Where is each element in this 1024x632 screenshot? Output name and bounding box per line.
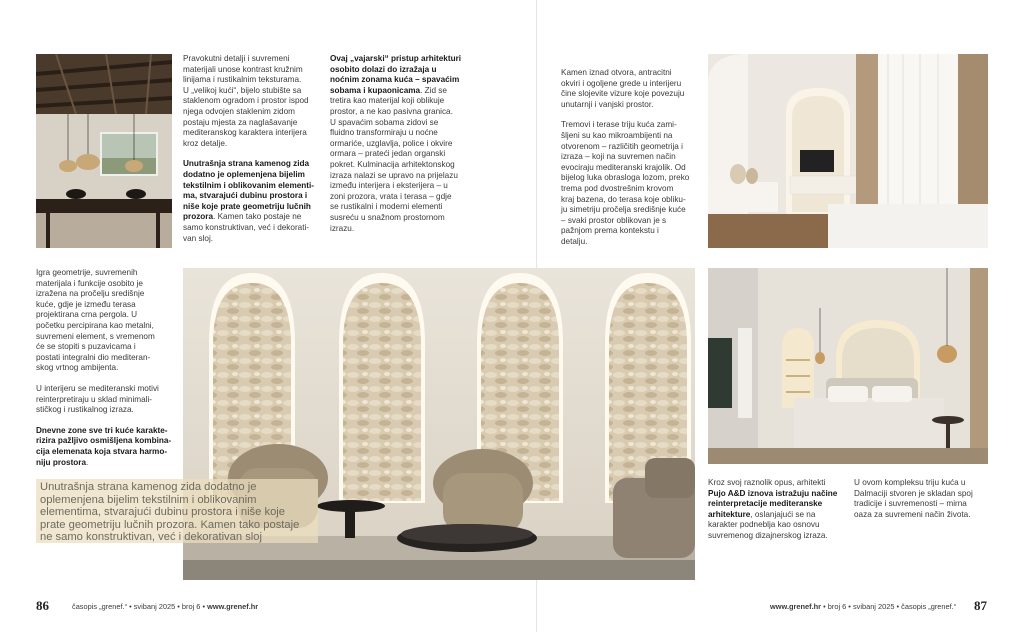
text-line: suvremeni element, s vremenom	[36, 331, 155, 341]
text-line: susreću u snažnom prostornom	[330, 212, 445, 222]
bold-line: noćnim zonama kuća – spavaćim	[330, 75, 460, 85]
text-line: prostor, a ne kao pasivna granica.	[330, 106, 453, 116]
text-line: šljeni su kao mikroambijenti na	[561, 130, 673, 140]
bold-line: Unutrašnja strana kamenog zida	[183, 159, 310, 169]
bold-line: dodatno je oplemenjena bijelim	[183, 169, 305, 179]
text-line: U ovom kompleksu triju kuća u	[854, 478, 966, 487]
text-line: izraza nalazi se upravo na prijelazu	[330, 170, 458, 180]
text-line: samo konstruktivan, već i dekorati-	[183, 222, 310, 232]
text-line: izraza – koji na suvremen način	[561, 152, 676, 162]
text-line: stičkog i rustikalnog izraza.	[36, 405, 134, 415]
page-number-left: 86	[36, 598, 49, 613]
text-line: Dalmaciji stvoren je skladan spoj	[854, 488, 973, 498]
text-line: projektirana crna pergola. U	[36, 310, 138, 320]
text-line: reinterpretiraju u sklad minimali-	[36, 394, 153, 404]
text-line: Kroz svoj raznolik opus, arhitekti	[708, 478, 826, 487]
caption-line: Unutrašnja strana kamenog zida dodatno je	[40, 481, 257, 493]
text-line: izrazu.	[330, 223, 355, 233]
left-column-3	[36, 268, 176, 478]
bold-line: niše koje prate geometriju lučnih	[183, 201, 311, 211]
text-line: trema pod dvostrešnim krovom	[561, 183, 674, 193]
text-line: Tremovi i terase triju kuća zami-	[561, 120, 677, 130]
text-line: unutarnji i vanjski prostor.	[561, 99, 654, 109]
right-column-1	[561, 68, 701, 258]
paragraph-stone-openings	[561, 68, 701, 110]
caption-line: oplemenjena bijelim tekstilnim i oblikovanim	[40, 493, 257, 506]
text-line: U „velikoj kući“, bijelo stubište sa	[183, 85, 302, 95]
text-line: tradicije i suvremenosti – mirna	[854, 499, 967, 509]
text-line: skog vrtnog ambijenta.	[36, 363, 119, 373]
text-line: ju simetriju pročelja središnje kuće	[561, 205, 686, 215]
text-line: Kamen iznad otvora, antracitni	[561, 68, 672, 77]
footer-left	[72, 602, 258, 611]
text-line: postaju mjesta za naglašavanje	[183, 117, 298, 127]
paragraph-terraces	[561, 120, 701, 247]
text-line: Pravokutni detalji i suvremeni	[183, 54, 290, 63]
footer-url-link[interactable]: www.grenef.hr	[207, 602, 259, 611]
footer-right	[770, 602, 956, 611]
paragraph-day-zones	[36, 426, 176, 468]
text-line: materijala i funkcije osobito je	[36, 278, 143, 288]
text-line: – svaki prostor oblikovan je s	[561, 215, 667, 225]
bold-line: Ovaj „vajarski“ pristup arhitekturi	[330, 54, 462, 63]
text-line: Igra geometrije, suvremenih	[36, 268, 138, 277]
text-line: okviri i ogoljene grede u interijeru	[561, 78, 682, 88]
text-line: postati integralni dio mediteran-	[36, 352, 151, 362]
footer-url-link[interactable]: www.grenef.hr	[770, 602, 822, 611]
bold-line: tekstilnim i oblikovanim elementi-	[183, 180, 315, 190]
paragraph-stone-wall	[183, 159, 323, 244]
page-number-right: 87	[974, 598, 987, 613]
paragraph-complex	[854, 478, 988, 520]
text-line: kuće, gdje je između terasa	[36, 299, 136, 309]
text-line: fluidno transformiraju u noćne	[330, 128, 438, 138]
text-line: izražena na pročelju središnje	[36, 289, 145, 299]
text-line: kraj bazena, do terasa koje obliku-	[561, 194, 686, 204]
text-line: pokret. Kulminacija arhitektonskog	[330, 159, 455, 169]
text-line: U spavaćim sobama zidovi se	[330, 117, 439, 127]
bedroom-photo	[708, 268, 988, 464]
text-line: bijelog luka obrasloga lozom, preko	[561, 173, 690, 183]
bold-line: Dnevne zone sve tri kuće karakte-	[36, 425, 168, 435]
text-line: njega odvojen staklenim zidom	[183, 106, 295, 116]
left-column-1	[183, 54, 323, 254]
text-line: početku percipirana kao metalni,	[36, 320, 154, 330]
text-line: tretira kao materijal koji oblikuje	[330, 96, 445, 106]
bold-inline: arhitekture	[708, 509, 751, 519]
caption-line: prate geometriju lučnih prozora. Kamen tako postaje	[40, 518, 300, 531]
text-line: čine slojevite vizure koje povezuju	[561, 89, 685, 99]
text-line: detalju.	[561, 236, 588, 246]
caption-line: ne samo konstruktivan, već i dekorativan sloj	[40, 531, 262, 544]
text-inline: . Kamen tako postaje ne	[213, 212, 302, 222]
paragraph-pujo	[708, 478, 848, 542]
right-column-2	[708, 478, 848, 552]
text-line: materijali unose kontrast kružnim	[183, 64, 303, 74]
left-column-2	[330, 54, 465, 244]
text-line: karakter podneblja kao osnovu	[708, 520, 820, 530]
text-line: kroz detalje.	[183, 138, 228, 148]
footer-text: časopis „grenef.“ • svibanj 2025 • broj 6 •	[72, 602, 206, 611]
text-line: se rustikalni i moderni elementi	[330, 202, 443, 212]
text-line: suvremenog dizajnerskog izraza.	[708, 530, 828, 540]
caption-line: elementima, stvarajući dubinu prostora i niše koje	[40, 506, 286, 519]
bold-line: rizira pažljivo osmišljena kombina-	[36, 436, 172, 446]
paragraph-interior-motifs	[36, 384, 176, 416]
text-line: između interijera i eksterijera – u	[330, 181, 448, 191]
text-line: linijama i rustikalnim teksturama.	[183, 75, 302, 85]
dining-room-photo	[36, 54, 172, 248]
bold-inline: prozora	[183, 212, 214, 222]
text-line: evociraju mediteranski krajolik. Od	[561, 162, 686, 172]
paragraph-details	[183, 54, 323, 149]
living-room-tv-photo	[708, 54, 988, 248]
text-line: otvorenom – različitih geometrija i	[561, 141, 683, 151]
text-line: ormara – prateći jedan organski	[330, 149, 446, 159]
bold-inline: sobama i kupaonicama	[330, 85, 421, 95]
text-line: pažnjom prema kontekstu i	[561, 226, 659, 236]
paragraph-geometry	[36, 268, 176, 374]
text-line: oaza za suvremeni način života.	[854, 509, 971, 519]
footer-text: • broj 6 • svibanj 2025 • časopis „grenef.“	[823, 602, 957, 611]
text-line: zoni prozora, vrata i terasa – gdje	[330, 191, 452, 201]
image-caption-overlay	[36, 479, 318, 543]
bold-line: ma, stvarajući dubinu prostora i	[183, 191, 308, 201]
text-line: će se stopiti s puzavicama i	[36, 342, 136, 352]
right-column-3	[854, 478, 988, 530]
text-line: van sloj.	[183, 233, 214, 243]
text-line: ormariće, uzglavlja, police i okvire	[330, 138, 453, 148]
text-inline: . Zid se	[420, 85, 447, 95]
bold-line: cija elemenata koja stvara harmo-	[36, 446, 168, 456]
bold-line: Pujo A&D iznova istražuju načine	[708, 488, 838, 498]
bold-line: reinterpretacije mediteranske	[708, 499, 823, 509]
text-line: mediteranskog karaktera interijera	[183, 128, 307, 138]
text-line: staklenom ogradom i prostor ispod	[183, 96, 309, 106]
paragraph-sculptural	[330, 54, 465, 234]
text-inline: .	[86, 457, 89, 467]
bold-line: osobito dolazi do izražaja u	[330, 64, 437, 74]
text-inline: , oslanjajući se na	[750, 509, 816, 519]
text-line: U interijeru se mediteranski motivi	[36, 383, 159, 393]
bold-inline: niju prostora	[36, 457, 87, 467]
